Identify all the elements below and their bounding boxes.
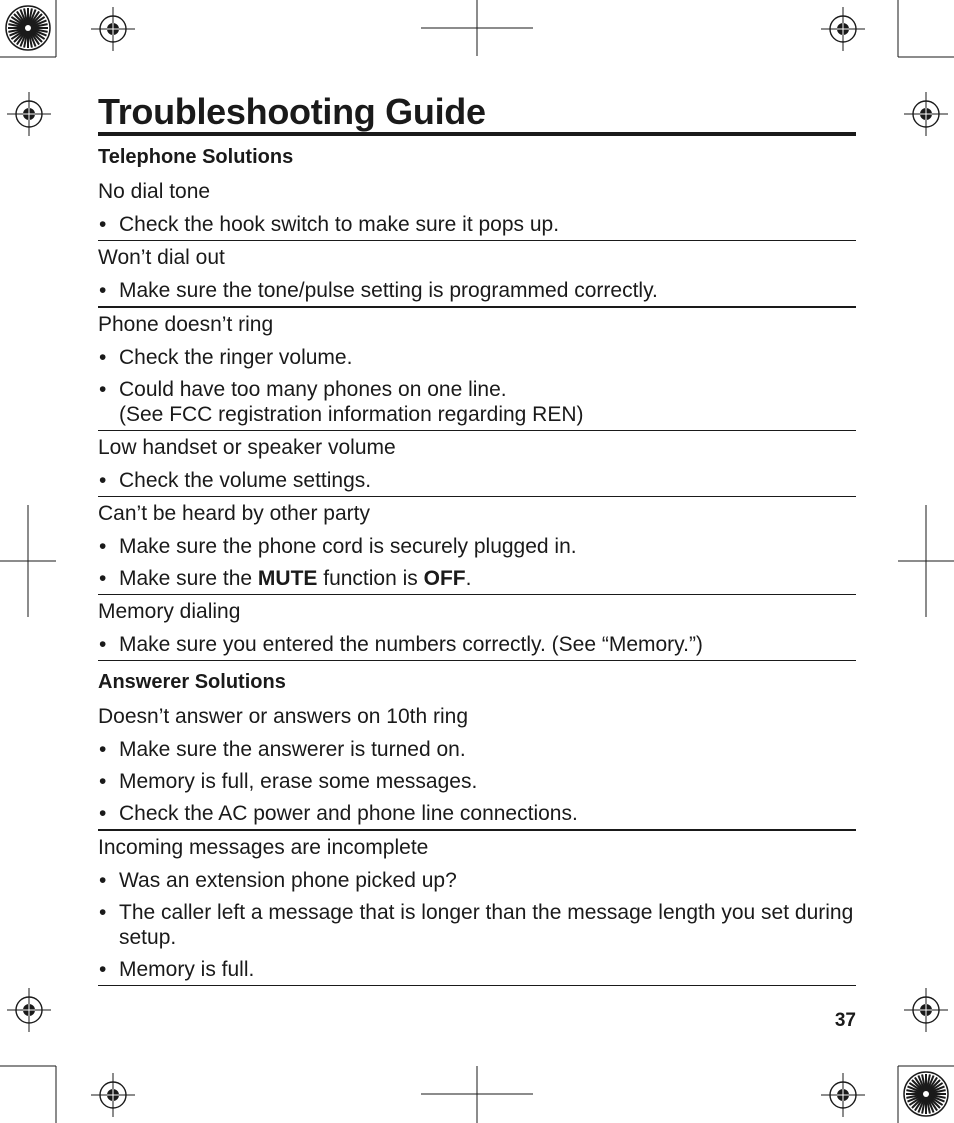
bullet-icon: • xyxy=(99,279,107,302)
problem-label: No dial tone xyxy=(98,180,211,203)
bullet-icon: • xyxy=(99,346,107,369)
problem-memory-dialing xyxy=(98,595,856,661)
problem-label: Can’t be heard by other party xyxy=(98,502,370,525)
list-item: • Check the AC power and phone line connections. xyxy=(99,802,578,825)
list-item: • The caller left a message that is longer than the message length you set during setup. xyxy=(99,901,854,949)
list-item: • Check the ringer volume. xyxy=(99,346,353,369)
problem-label: Doesn’t answer or answers on 10th ring xyxy=(98,705,469,728)
off-keyword: OFF xyxy=(423,567,466,590)
problem-wont-dial-out xyxy=(98,241,856,308)
solution-list xyxy=(98,274,856,306)
list-item: • Make sure you entered the numbers correctly. (See “Memory.”) xyxy=(99,633,703,656)
problem-phone-doesnt-ring xyxy=(98,308,856,431)
solution-list xyxy=(98,464,856,496)
bullet-icon: • xyxy=(99,770,107,793)
problem-low-volume xyxy=(98,431,856,497)
problem-cant-be-heard xyxy=(98,497,856,595)
problem-label: Won’t dial out xyxy=(98,246,225,269)
page-title: Troubleshooting Guide xyxy=(98,92,856,136)
problem-doesnt-answer xyxy=(98,700,856,831)
list-item: • Could have too many phones on one line. (See FCC registration information regarding REN) xyxy=(99,378,584,426)
bullet-icon: • xyxy=(99,901,107,924)
list-item: • Check the hook switch to make sure it pops up. xyxy=(99,213,560,236)
page-number: 37 xyxy=(834,1010,856,1031)
problem-label: Phone doesn’t ring xyxy=(98,313,274,336)
bullet-icon: • xyxy=(99,802,107,825)
solution-list xyxy=(98,864,856,985)
list-item: • Make sure the answerer is turned on. xyxy=(99,738,466,761)
section-heading-telephone: Telephone Solutions xyxy=(98,146,294,168)
problem-label: Low handset or speaker volume xyxy=(98,436,396,459)
bullet-icon: • xyxy=(99,738,107,761)
bullet-icon: • xyxy=(99,469,107,492)
solution-list xyxy=(98,733,856,829)
bullet-icon: • xyxy=(99,567,107,590)
bullet-icon: • xyxy=(99,213,107,236)
manual-page xyxy=(98,92,856,986)
solution-list xyxy=(98,341,856,430)
section-heading-answerer: Answerer Solutions xyxy=(98,671,286,693)
bullet-icon: • xyxy=(99,869,107,892)
problem-label: Incoming messages are incomplete xyxy=(98,836,429,859)
bullet-icon: • xyxy=(99,378,107,401)
list-item: • Check the volume settings. xyxy=(99,469,372,492)
list-item: • Make sure the phone cord is securely plugged in. xyxy=(99,535,577,558)
list-item: • Make sure the tone/pulse setting is programmed correctly. xyxy=(99,279,658,302)
list-item: • Memory is full. xyxy=(99,958,255,981)
problem-incomplete-messages xyxy=(98,831,856,986)
bullet-icon: • xyxy=(99,958,107,981)
list-item: • Make sure the MUTE function is OFF. xyxy=(99,567,472,590)
problem-no-dial-tone xyxy=(98,175,856,241)
bullet-icon: • xyxy=(99,633,107,656)
mute-keyword: MUTE xyxy=(257,567,318,590)
problem-label: Memory dialing xyxy=(98,600,241,623)
list-item: • Was an extension phone picked up? xyxy=(99,869,457,892)
solution-list xyxy=(98,628,856,660)
solution-list xyxy=(98,530,856,594)
solution-list xyxy=(98,208,856,240)
list-item: • Memory is full, erase some messages. xyxy=(99,770,478,793)
bullet-icon: • xyxy=(99,535,107,558)
